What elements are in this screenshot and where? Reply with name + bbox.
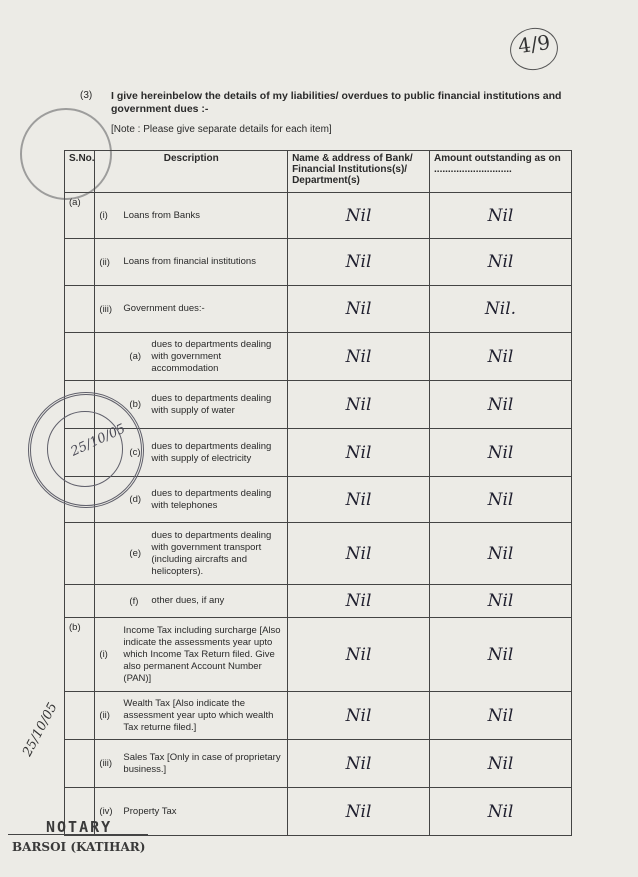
cell-sno xyxy=(65,286,95,333)
cell-amount: Nil xyxy=(430,692,572,740)
cell-amount: Nil xyxy=(430,429,572,477)
item-marker: (ii) xyxy=(99,710,110,721)
cell-description xyxy=(95,618,288,692)
notary-stamp-line xyxy=(8,834,148,835)
table-row xyxy=(65,585,572,618)
cell-amount: Nil xyxy=(430,193,572,239)
cell-name-address: Nil xyxy=(288,523,430,585)
sub-item-marker: (b) xyxy=(129,399,142,410)
cell-name-address: Nil xyxy=(288,429,430,477)
sub-item-marker: (e) xyxy=(129,548,142,559)
cell-name-address: Nil xyxy=(288,477,430,523)
seal-signature: 25/10/05 xyxy=(68,421,128,460)
notary-stamp-place: BARSOI (KATIHAR) xyxy=(12,840,146,854)
cell-description xyxy=(95,788,288,836)
description-wrap xyxy=(99,530,283,578)
cell-description xyxy=(95,193,288,239)
cell-description xyxy=(95,523,288,585)
cell-name-address: Nil xyxy=(288,740,430,788)
description-text: Income Tax including surcharge [Also indicate the assessments year upto which Income Tax Return filed. Give also permanent Account Number (PAN)] xyxy=(123,624,281,684)
description-wrap xyxy=(99,339,283,375)
description-wrap xyxy=(99,303,283,315)
notary-stamp-label: NOTARY xyxy=(46,818,113,836)
item-marker: (i) xyxy=(99,649,108,660)
item-marker: (iv) xyxy=(99,806,113,817)
page-number: 4/9 xyxy=(516,29,552,59)
cell-description xyxy=(95,585,288,618)
header-description: Description xyxy=(95,151,288,193)
cell-name-address: Nil xyxy=(288,193,430,239)
liabilities-table xyxy=(64,150,572,836)
description-wrap xyxy=(99,256,283,268)
table-row xyxy=(65,381,572,429)
description-text: Wealth Tax [Also indicate the assessment year upto which wealth Tax returne filed.] xyxy=(123,697,274,733)
cell-name-address: Nil xyxy=(288,692,430,740)
cell-name-address: Nil xyxy=(288,585,430,618)
cell-sno xyxy=(65,523,95,585)
cell-name-address: Nil xyxy=(288,618,430,692)
cell-amount: Nil xyxy=(430,740,572,788)
description-text: Sales Tax [Only in case of proprietary business.] xyxy=(123,751,281,775)
description-wrap xyxy=(99,698,283,734)
table-row xyxy=(65,477,572,523)
cell-sno xyxy=(65,692,95,740)
description-text: dues to departments dealing with government accommodation xyxy=(151,338,272,374)
table-row xyxy=(65,788,572,836)
description-wrap xyxy=(99,625,283,685)
cell-sno xyxy=(65,333,95,381)
header-sno: S.No. xyxy=(65,151,95,193)
sub-item-marker: (a) xyxy=(129,351,142,362)
notary-signature: 25/10/05 xyxy=(20,700,61,760)
cell-name-address: Nil xyxy=(288,788,430,836)
cell-name-address: Nil xyxy=(288,286,430,333)
cell-amount: Nil xyxy=(430,523,572,585)
header-name-address: Name & address of Bank/ Financial Institutions(s)/ Department(s) xyxy=(288,151,430,193)
table-header-row xyxy=(65,151,572,193)
table-row xyxy=(65,286,572,333)
description-text: dues to departments dealing with telephones xyxy=(151,487,272,511)
cell-name-address: Nil xyxy=(288,239,430,286)
cell-amount: Nil xyxy=(430,381,572,429)
cell-sno xyxy=(65,585,95,618)
table-row xyxy=(65,740,572,788)
section-heading: I give hereinbelow the details of my liabilities/ overdues to public financial institutions and government dues :- xyxy=(111,90,562,115)
description-wrap xyxy=(99,210,283,222)
description-wrap xyxy=(99,806,283,818)
description-wrap xyxy=(99,752,283,776)
cell-description xyxy=(95,286,288,333)
item-marker: (iii) xyxy=(99,758,113,769)
cell-amount: Nil xyxy=(430,333,572,381)
cell-sno xyxy=(65,740,95,788)
header-amount: Amount outstanding as on ............................ xyxy=(430,151,572,193)
official-round-seal xyxy=(28,392,144,508)
description-wrap xyxy=(99,488,283,512)
sub-item-marker: (f) xyxy=(129,595,139,607)
item-number: (3) xyxy=(80,90,93,101)
table-row xyxy=(65,193,572,239)
description-text: Property Tax xyxy=(123,805,177,817)
description-text: dues to departments dealing with government transport (including aircrafts and helicopters). xyxy=(151,529,272,577)
item-marker: (ii) xyxy=(99,256,110,268)
sub-item-marker: (d) xyxy=(129,494,142,505)
cell-amount: Nil xyxy=(430,477,572,523)
cell-description xyxy=(95,333,288,381)
table-row xyxy=(65,618,572,692)
description-text: dues to departments dealing with supply of electricity xyxy=(151,440,272,464)
cell-sno: (b) xyxy=(65,618,95,692)
cell-name-address: Nil xyxy=(288,381,430,429)
table-row xyxy=(65,333,572,381)
cell-description xyxy=(95,239,288,286)
description-text: dues to departments dealing with supply of water xyxy=(151,392,272,416)
cell-amount: Nil xyxy=(430,239,572,286)
cell-amount: Nil xyxy=(430,788,572,836)
table-row xyxy=(65,523,572,585)
item-marker: (i) xyxy=(99,210,108,221)
cell-description xyxy=(95,740,288,788)
description-text: Loans from financial institutions xyxy=(123,256,256,267)
table-row xyxy=(65,239,572,286)
section-note: [Note : Please give separate details for each item] xyxy=(111,124,332,135)
description-text: Government dues:- xyxy=(123,303,205,314)
cell-sno xyxy=(65,239,95,286)
table-row xyxy=(65,692,572,740)
cell-description xyxy=(95,692,288,740)
cell-sno: (a) xyxy=(65,193,95,239)
description-text: other dues, if any xyxy=(151,595,225,606)
description-text: Loans from Banks xyxy=(123,209,200,221)
cell-name-address: Nil xyxy=(288,333,430,381)
item-marker: (iii) xyxy=(99,303,113,315)
description-wrap xyxy=(99,595,283,607)
cell-amount: Nil. xyxy=(430,286,572,333)
sub-item-marker: (c) xyxy=(129,447,141,458)
cell-amount: Nil xyxy=(430,585,572,618)
cell-amount: Nil xyxy=(430,618,572,692)
